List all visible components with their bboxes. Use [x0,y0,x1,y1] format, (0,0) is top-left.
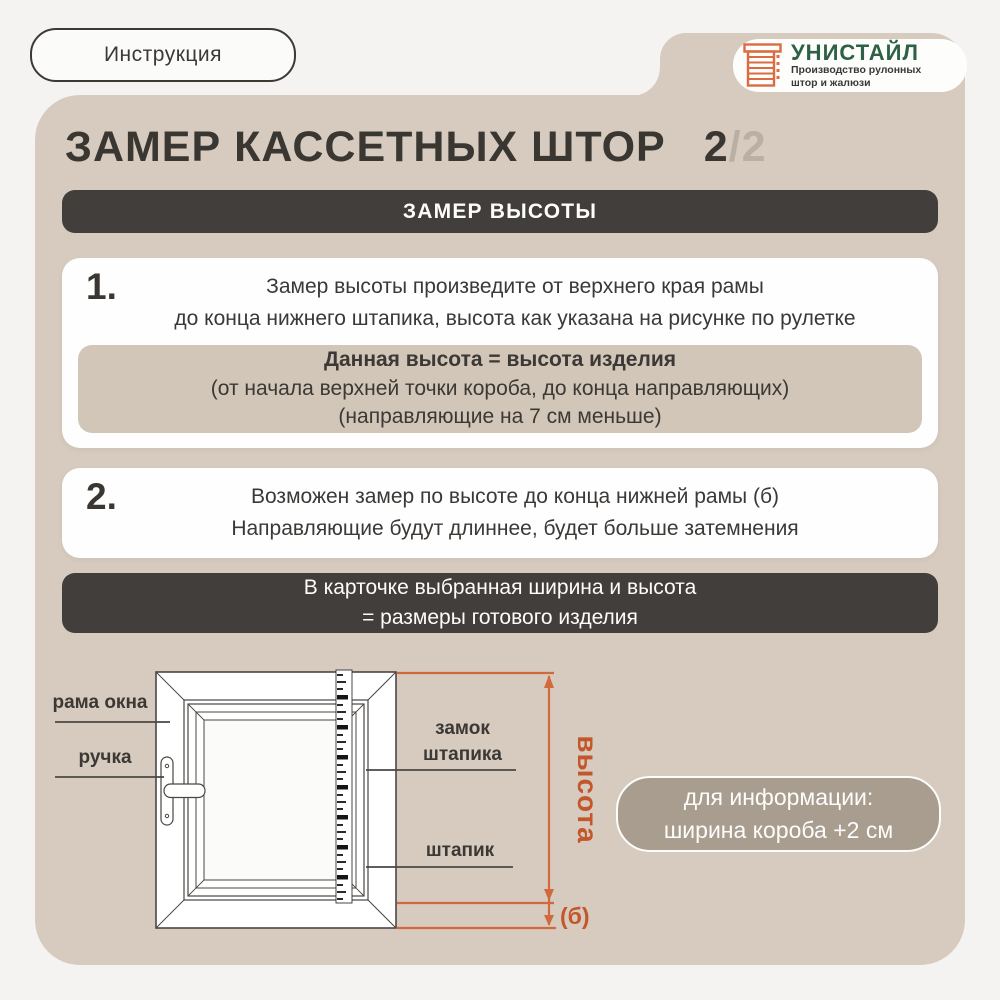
step-1-text-line1: Замер высоты произведите от верхнего края рамы [266,275,764,298]
step-2-text-line1: Возможен замер по высоте до конца нижней рамы (б) [250,485,779,508]
step-1-card [62,258,938,448]
page-counter-total: /2 [728,122,767,171]
note-line2: (от начала верхней точки короба, до конца направляющих) [210,376,790,400]
step-2-number: 2. [86,476,117,517]
step-1-text-line2: до конца нижнего штапика, высота как указана на рисунке по рулетке [174,306,856,330]
label-bead: штапик [425,840,495,861]
step-2-text [122,481,908,544]
step-2-text-line2: Направляющие будут длиннее, будет больше затемнения [231,516,799,540]
step-1-number: 1. [86,266,117,307]
page-title: ЗАМЕР КАССЕТНЫХ ШТОР [65,122,666,171]
step-1-text [122,271,908,334]
logo-tagline-line1: Производство рулонных [791,64,922,77]
instruction-badge-label: Инструкция [103,43,223,66]
label-bead-lock [400,716,525,767]
note-line3: (направляющие на 7 см меньше) [338,405,662,429]
section-heading-height [62,190,938,233]
label-height-vertical: высота [572,735,604,844]
company-logo [733,39,967,92]
label-b-mark: (б) [560,903,590,929]
page-counter-current: 2 [703,122,729,171]
banner-line1: В карточке выбранная ширина и высота [303,576,697,600]
label-bead-lock-line1: замок [435,718,490,739]
label-handle: ручка [78,747,132,768]
blinds-icon [743,43,783,88]
page-counter [704,123,767,172]
step-2-card [62,468,938,558]
step-1-note-box [78,345,922,433]
banner-line2: = размеры готового изделия [362,606,638,629]
page-title-row [65,122,945,172]
logo-company-name: УНИСТАЙЛ [791,40,919,66]
label-bead-lock-line2: штапика [423,743,502,765]
info-box-line2: ширина короба +2 см [663,817,894,843]
info-box-line1: для информации: [683,784,874,811]
section-heading-label: ЗАМЕР ВЫСОТЫ [402,199,598,223]
logo-tagline-line2: штор и жалюзи [791,77,871,90]
label-window-frame: рама окна [52,692,148,713]
info-box [616,776,941,852]
banner-bar [62,573,938,633]
note-title: Данная высота = высота изделия [324,347,676,371]
instruction-badge [30,28,296,82]
